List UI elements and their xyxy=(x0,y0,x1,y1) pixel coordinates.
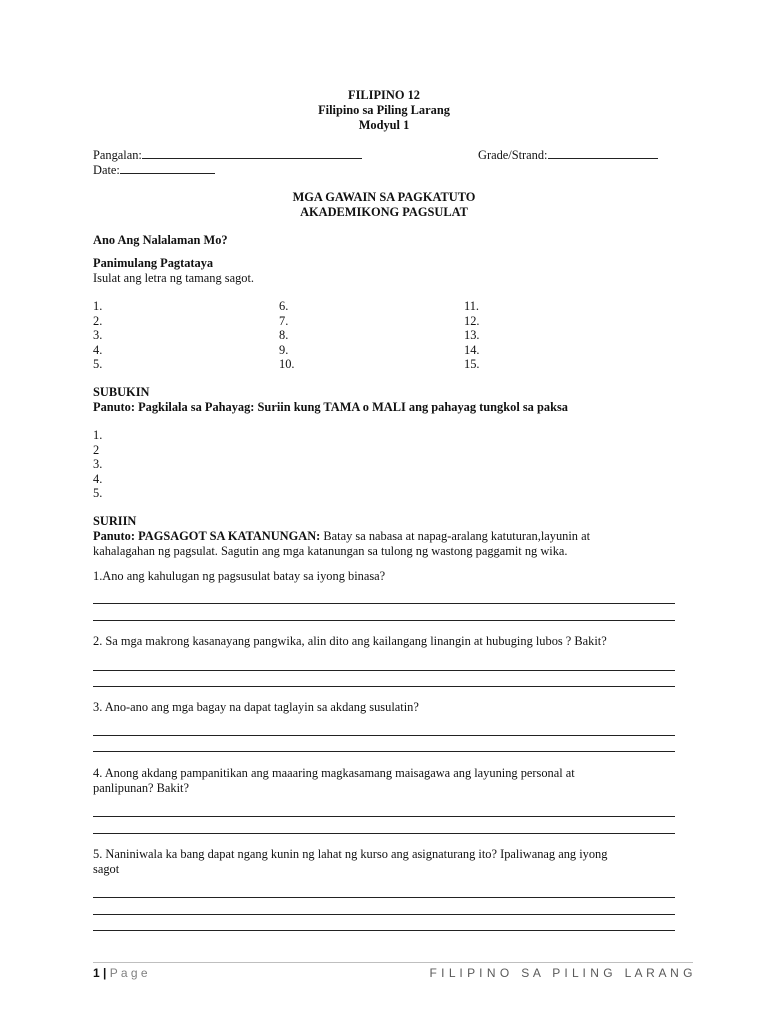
grade-strand-label: Grade/Strand: xyxy=(478,148,548,162)
answer-line[interactable] xyxy=(93,930,675,931)
question-5 xyxy=(93,847,607,877)
question-5-line1: 5. Naniniwala ka bang dapat ngang kunin ng lahat ng kurso ang asignaturang ito? Ipaliwanag ang iyong xyxy=(93,847,608,861)
answer-number: 8. xyxy=(279,328,289,342)
page-footer-left xyxy=(93,966,148,980)
section-heading-line2: AKADEMIKONG PAGSULAT xyxy=(300,205,468,219)
answer-number: 13. xyxy=(464,328,480,342)
answer-line[interactable] xyxy=(93,603,675,604)
answer-number: 14. xyxy=(464,342,480,357)
suriin-instruction-text: Batay sa nabasa at napag-aralang katuturan,layunin at xyxy=(320,529,591,543)
grade-strand-field[interactable] xyxy=(478,147,658,163)
answer-line[interactable] xyxy=(93,914,675,915)
question-4-line1: 4. Anong akdang pampanitikan ang maaaring magkasamang maisagawa ang layuning personal at xyxy=(93,766,575,780)
subukin-item-number: 5. xyxy=(93,486,103,500)
grade-strand-blank[interactable] xyxy=(548,147,658,159)
question-4 xyxy=(93,766,575,796)
date-field[interactable] xyxy=(93,162,215,178)
intro-subheading: Panimulang Pagtataya xyxy=(93,256,214,270)
date-blank[interactable] xyxy=(120,162,215,174)
answer-column-3 xyxy=(464,299,480,372)
subukin-heading: SUBUKIN xyxy=(93,385,150,399)
document-subtitle: Filipino sa Piling Larang xyxy=(318,103,450,117)
page-separator: | xyxy=(103,966,107,980)
page-number: 1 xyxy=(93,966,100,980)
page-footer-right: F I L I P I N O S A P I L I N G L A R A N G xyxy=(429,966,693,980)
answer-number: 3. xyxy=(93,328,103,342)
suriin-instruction-line2: kahalagahan ng pagsulat. Sagutin ang mga katanungan sa tulong ng wastong paggamit ng wika. xyxy=(93,544,568,558)
answer-line[interactable] xyxy=(93,670,675,671)
section-heading-line1: MGA GAWAIN SA PAGKATUTO xyxy=(292,190,476,204)
answer-number: 5. xyxy=(93,357,103,371)
answer-line[interactable] xyxy=(93,833,675,834)
answer-number: 4. xyxy=(93,342,103,357)
subukin-item-number: 1. xyxy=(93,428,103,442)
answer-number: 9. xyxy=(279,342,289,357)
answer-number: 1. xyxy=(93,299,103,313)
document-title: FILIPINO 12 xyxy=(348,88,420,102)
name-label: Pangalan: xyxy=(93,148,142,162)
question-1: 1.Ano ang kahulugan ng pagsusulat batay sa iyong binasa? xyxy=(93,569,386,583)
answer-line[interactable] xyxy=(93,735,675,736)
subukin-item-number: 2 xyxy=(93,442,100,457)
subukin-instruction: Panuto: Pagkilala sa Pahayag: Suriin kung TAMA o MALI ang pahayag tungkol sa paksa xyxy=(93,400,568,414)
answer-line[interactable] xyxy=(93,751,675,752)
question-2: 2. Sa mga makrong kasanayang pangwika, alin dito ang kailangang linangin at hubuging lubos ? Bakit? xyxy=(93,634,607,648)
answer-number: 12. xyxy=(464,313,480,328)
date-label: Date: xyxy=(93,163,120,177)
subukin-item-number: 3. xyxy=(93,457,103,471)
answer-number: 7. xyxy=(279,313,289,328)
name-blank[interactable] xyxy=(142,147,362,159)
name-field[interactable] xyxy=(93,147,362,163)
intro-instruction: Isulat ang letra ng tamang sagot. xyxy=(93,271,255,285)
suriin-instruction-label: Panuto: PAGSAGOT SA KATANUNGAN: xyxy=(93,529,321,543)
answer-line[interactable] xyxy=(93,816,675,817)
subukin-item-number: 4. xyxy=(93,471,103,486)
module-label: Modyul 1 xyxy=(358,118,410,132)
answer-line[interactable] xyxy=(93,686,675,687)
subukin-items xyxy=(93,428,102,501)
question-5-line2: sagot xyxy=(93,862,120,876)
answer-line[interactable] xyxy=(93,620,675,621)
answer-line[interactable] xyxy=(93,897,675,898)
footer-divider xyxy=(93,962,693,963)
question-3: 3. Ano-ano ang mga bagay na dapat taglayin sa akdang susulatin? xyxy=(93,700,419,714)
answer-number: 15. xyxy=(464,357,480,371)
answer-column-1 xyxy=(93,299,102,372)
page-word: P a g e xyxy=(109,966,148,980)
answer-number: 11. xyxy=(464,299,480,313)
suriin-heading: SURIIN xyxy=(93,514,137,528)
answer-number: 6. xyxy=(279,299,289,313)
answer-number: 2. xyxy=(93,313,103,328)
question-4-line2: panlipunan? Bakit? xyxy=(93,781,189,795)
answer-number: 10. xyxy=(279,357,295,371)
answer-column-2 xyxy=(279,299,295,372)
intro-heading: Ano Ang Nalalaman Mo? xyxy=(93,233,228,247)
suriin-instruction xyxy=(93,529,590,544)
